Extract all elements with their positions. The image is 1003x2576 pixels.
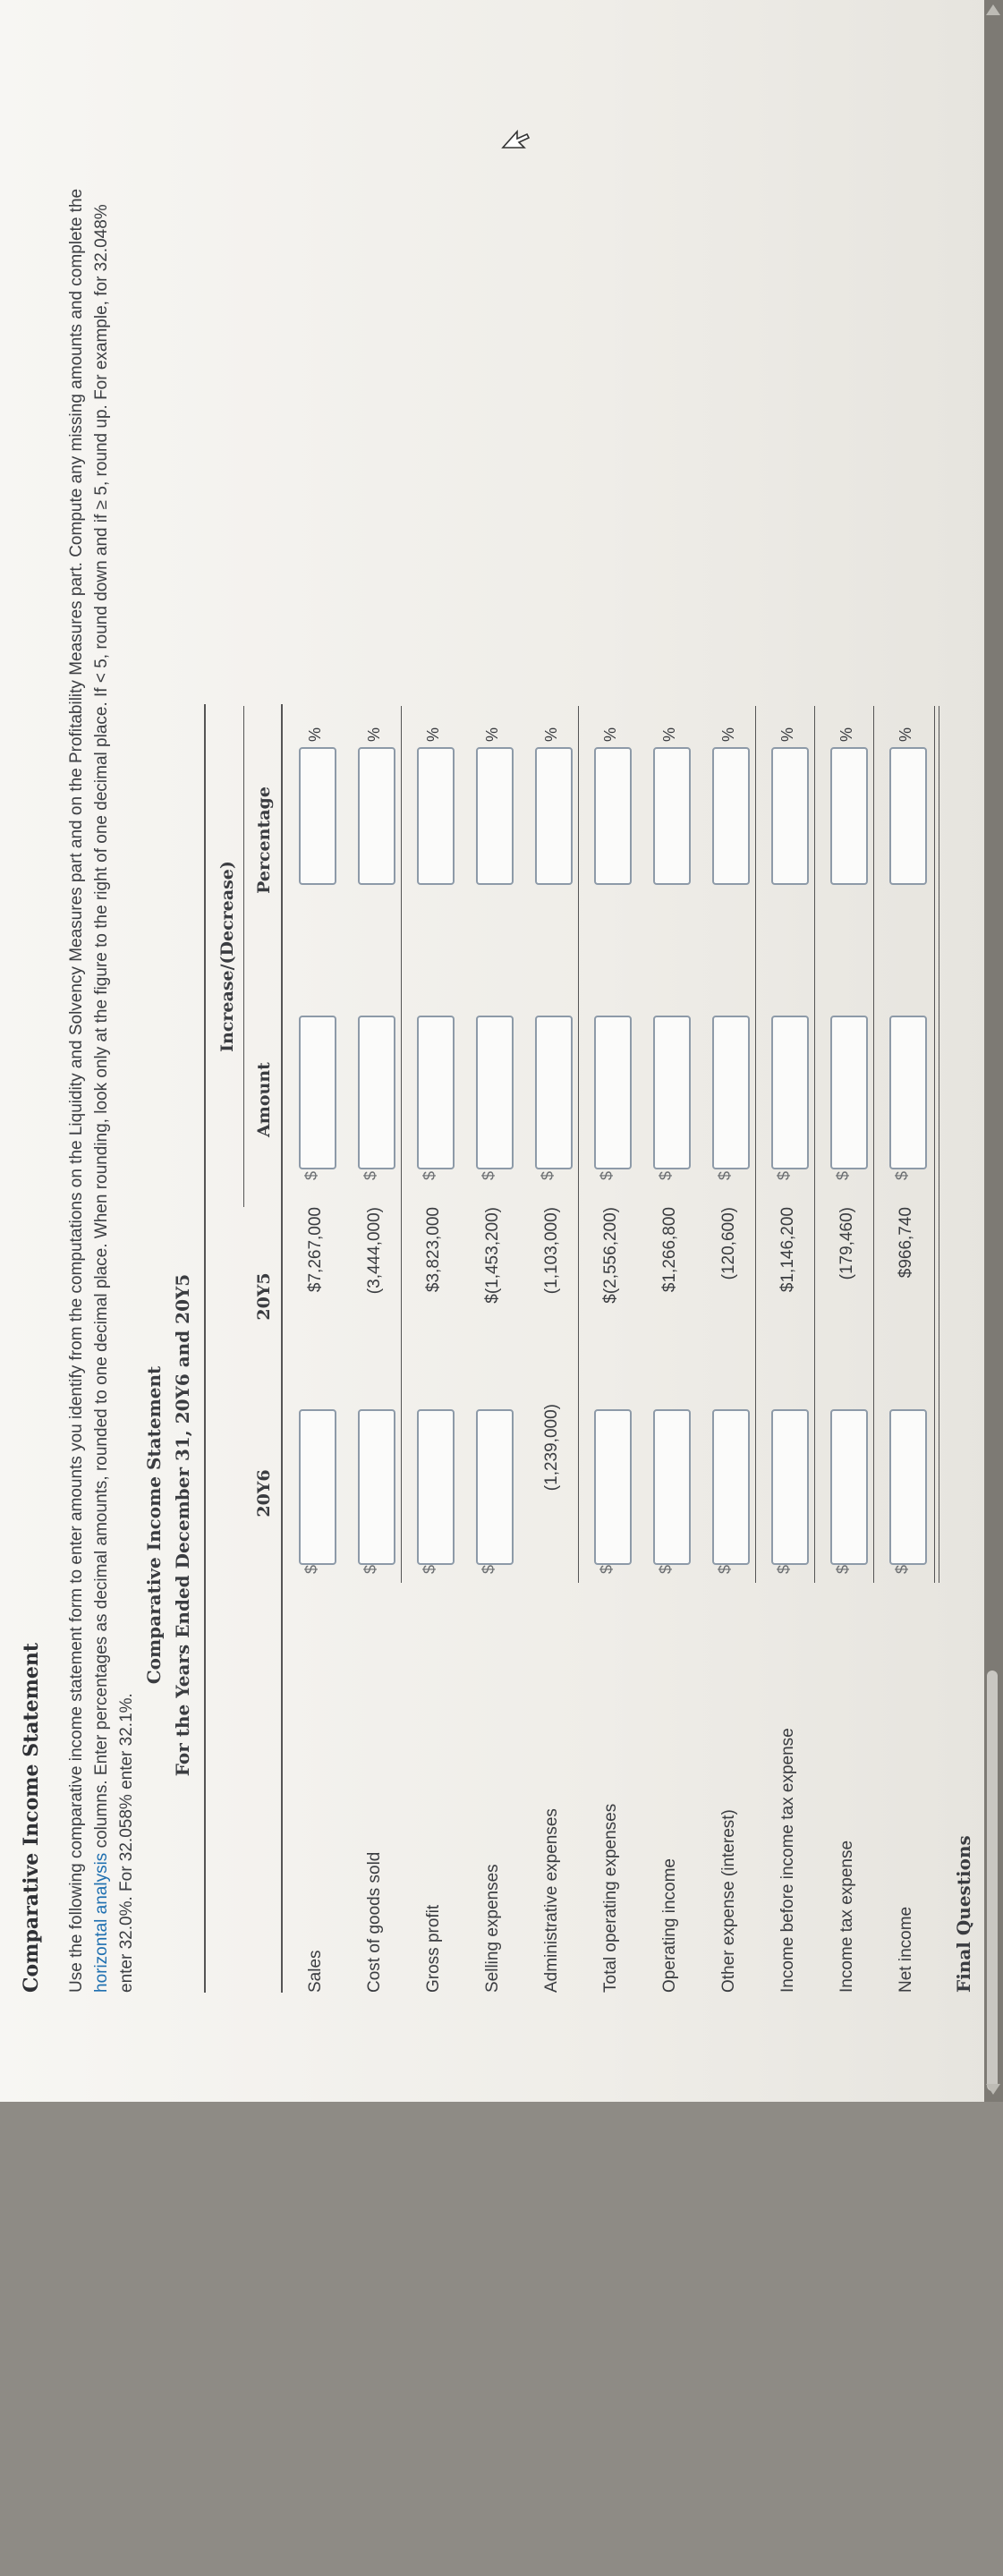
- row-rule: [755, 706, 756, 1583]
- currency-symbol: $: [893, 1170, 911, 1180]
- scrollbar-thumb[interactable]: [987, 1671, 998, 2091]
- group-header-rule: [243, 706, 244, 1207]
- net-income-double-rule: [934, 706, 935, 1583]
- statement-period: For the Years Ended December 31, 20Y6 and 20Y5: [172, 1273, 193, 1777]
- currency-symbol: $: [539, 1170, 557, 1180]
- input-percentage-other-expense-interest[interactable]: [712, 747, 750, 885]
- row-label-net-income: Net income: [897, 1906, 915, 1993]
- value-20y5-operating-income: $1,266,800: [660, 1207, 679, 1293]
- group-header-increase-decrease: Increase/(Decrease): [217, 861, 237, 1052]
- value-20y5-sales: $7,267,000: [306, 1207, 325, 1293]
- value-20y5-income-before-income-tax-expense: $1,146,200: [778, 1207, 797, 1293]
- percent-symbol: %: [542, 727, 560, 742]
- row-label-other-expense-interest: Other expense (interest): [719, 1809, 738, 1993]
- input-amount-cost-of-goods-sold[interactable]: [358, 1016, 395, 1169]
- input-amount-selling-expenses[interactable]: [476, 1016, 514, 1169]
- currency-symbol: $: [421, 1564, 438, 1574]
- row-label-selling-expenses: Selling expenses: [483, 1864, 502, 1993]
- input-percentage-operating-income[interactable]: [653, 747, 691, 885]
- currency-symbol: $: [421, 1170, 438, 1180]
- value-20y5-cost-of-goods-sold: (3,444,000): [365, 1207, 384, 1295]
- input-20y6-operating-income[interactable]: [653, 1409, 691, 1565]
- value-20y5-income-tax-expense: (179,460): [837, 1207, 856, 1280]
- pointer-cursor-icon: [501, 124, 536, 151]
- scroll-right-arrow-icon[interactable]: [986, 4, 1000, 15]
- col-header-amount: Amount: [254, 1062, 274, 1137]
- value-20y5-gross-profit: $3,823,000: [424, 1207, 443, 1293]
- statement-title: Comparative Income Statement: [143, 1365, 165, 1685]
- input-20y6-gross-profit[interactable]: [417, 1409, 455, 1565]
- value-20y6-administrative-expenses: (1,239,000): [542, 1404, 561, 1492]
- input-percentage-selling-expenses[interactable]: [476, 747, 514, 885]
- currency-symbol: $: [657, 1170, 675, 1180]
- input-20y6-net-income[interactable]: [889, 1409, 927, 1565]
- input-20y6-income-tax-expense[interactable]: [830, 1409, 868, 1565]
- final-questions-title: Final Questions: [953, 1835, 974, 1993]
- percent-symbol: %: [837, 727, 855, 742]
- currency-symbol: $: [775, 1564, 793, 1574]
- input-amount-gross-profit[interactable]: [417, 1016, 455, 1169]
- percent-symbol: %: [483, 727, 501, 742]
- value-20y5-administrative-expenses: (1,103,000): [542, 1207, 561, 1295]
- percent-symbol: %: [660, 727, 678, 742]
- percent-symbol: %: [306, 727, 324, 742]
- row-label-income-tax-expense: Income tax expense: [837, 1840, 856, 1993]
- currency-symbol: $: [302, 1564, 320, 1574]
- currency-symbol: $: [598, 1170, 616, 1180]
- input-percentage-income-before-income-tax-expense[interactable]: [771, 747, 809, 885]
- input-percentage-net-income[interactable]: [889, 747, 927, 885]
- input-percentage-total-operating-expenses[interactable]: [594, 747, 632, 885]
- input-amount-administrative-expenses[interactable]: [535, 1016, 573, 1169]
- input-percentage-income-tax-expense[interactable]: [830, 747, 868, 885]
- horizontal-analysis-link[interactable]: horizontal analysis: [92, 1852, 111, 1993]
- value-20y5-selling-expenses: $(1,453,200): [483, 1207, 502, 1304]
- currency-symbol: $: [361, 1564, 379, 1574]
- input-20y6-income-before-income-tax-expense[interactable]: [771, 1409, 809, 1565]
- percent-symbol: %: [601, 727, 619, 742]
- input-amount-sales[interactable]: [299, 1016, 336, 1169]
- currency-symbol: $: [480, 1564, 497, 1574]
- input-20y6-cost-of-goods-sold[interactable]: [358, 1409, 395, 1565]
- currency-symbol: $: [834, 1564, 852, 1574]
- input-amount-income-tax-expense[interactable]: [830, 1016, 868, 1169]
- row-rule: [578, 706, 579, 1583]
- currency-symbol: $: [716, 1170, 734, 1180]
- input-percentage-administrative-expenses[interactable]: [535, 747, 573, 885]
- row-label-total-operating-expenses: Total operating expenses: [601, 1803, 620, 1993]
- scroll-left-arrow-icon[interactable]: [986, 2084, 1000, 2095]
- input-percentage-cost-of-goods-sold[interactable]: [358, 747, 395, 885]
- section-title: Comparative Income Statement: [20, 1642, 43, 1993]
- currency-symbol: $: [657, 1564, 675, 1574]
- input-20y6-selling-expenses[interactable]: [476, 1409, 514, 1565]
- col-header-20y5: 20Y5: [254, 1272, 274, 1321]
- input-amount-total-operating-expenses[interactable]: [594, 1016, 632, 1169]
- row-rule: [873, 706, 874, 1583]
- currency-symbol: $: [834, 1170, 852, 1180]
- percent-symbol: %: [897, 727, 914, 742]
- row-label-administrative-expenses: Administrative expenses: [542, 1808, 561, 1993]
- table-top-rule: [204, 704, 206, 1993]
- currency-symbol: $: [480, 1170, 497, 1180]
- currency-symbol: $: [361, 1170, 379, 1180]
- percent-symbol: %: [424, 727, 442, 742]
- input-amount-other-expense-interest[interactable]: [712, 1016, 750, 1169]
- row-label-sales: Sales: [306, 1950, 325, 1993]
- instructions: [64, 167, 140, 1993]
- currency-symbol: $: [716, 1564, 734, 1574]
- input-amount-net-income[interactable]: [889, 1016, 927, 1169]
- currency-symbol: $: [893, 1564, 911, 1574]
- instructions-text-2: columns. Enter percentages as decimal amounts, rounded to one decimal place. When rounding, look only at the figure to the right of one decimal place. If < 5, round down and if ≥ 5, round up. For example, for 32.048% enter 32.0%. For 32.058% enter 32.1%.: [92, 204, 136, 1993]
- input-percentage-sales[interactable]: [299, 747, 336, 885]
- input-amount-income-before-income-tax-expense[interactable]: [771, 1016, 809, 1169]
- row-label-cost-of-goods-sold: Cost of goods sold: [365, 1851, 384, 1993]
- value-20y5-net-income: $966,740: [897, 1207, 915, 1279]
- instructions-text-1: Use the following comparative income statement form to enter amounts you identify from the computations on the Liquidity and Solvency Measures part and on the Profitability Measures part. Compute any missing amounts and complete the: [67, 188, 86, 1993]
- value-20y5-other-expense-interest: (120,600): [719, 1207, 738, 1280]
- percent-symbol: %: [719, 727, 737, 742]
- input-percentage-gross-profit[interactable]: [417, 747, 455, 885]
- row-label-operating-income: Operating income: [660, 1858, 679, 1993]
- input-20y6-sales[interactable]: [299, 1409, 336, 1565]
- input-20y6-total-operating-expenses[interactable]: [594, 1409, 632, 1565]
- header-bottom-rule: [281, 704, 283, 1993]
- percent-symbol: %: [365, 727, 383, 742]
- row-label-income-before-income-tax-expense: Income before income tax expense: [778, 1728, 797, 1993]
- input-20y6-other-expense-interest[interactable]: [712, 1409, 750, 1565]
- row-rule: [401, 706, 402, 1583]
- input-amount-operating-income[interactable]: [653, 1016, 691, 1169]
- currency-symbol: $: [775, 1170, 793, 1180]
- col-header-20y6: 20Y6: [254, 1469, 274, 1518]
- percent-symbol: %: [778, 727, 796, 742]
- col-header-percentage: Percentage: [254, 786, 274, 894]
- currency-symbol: $: [598, 1564, 616, 1574]
- row-rule: [814, 706, 815, 1583]
- currency-symbol: $: [302, 1170, 320, 1180]
- row-label-gross-profit: Gross profit: [424, 1904, 443, 1993]
- value-20y5-total-operating-expenses: $(2,556,200): [601, 1207, 620, 1304]
